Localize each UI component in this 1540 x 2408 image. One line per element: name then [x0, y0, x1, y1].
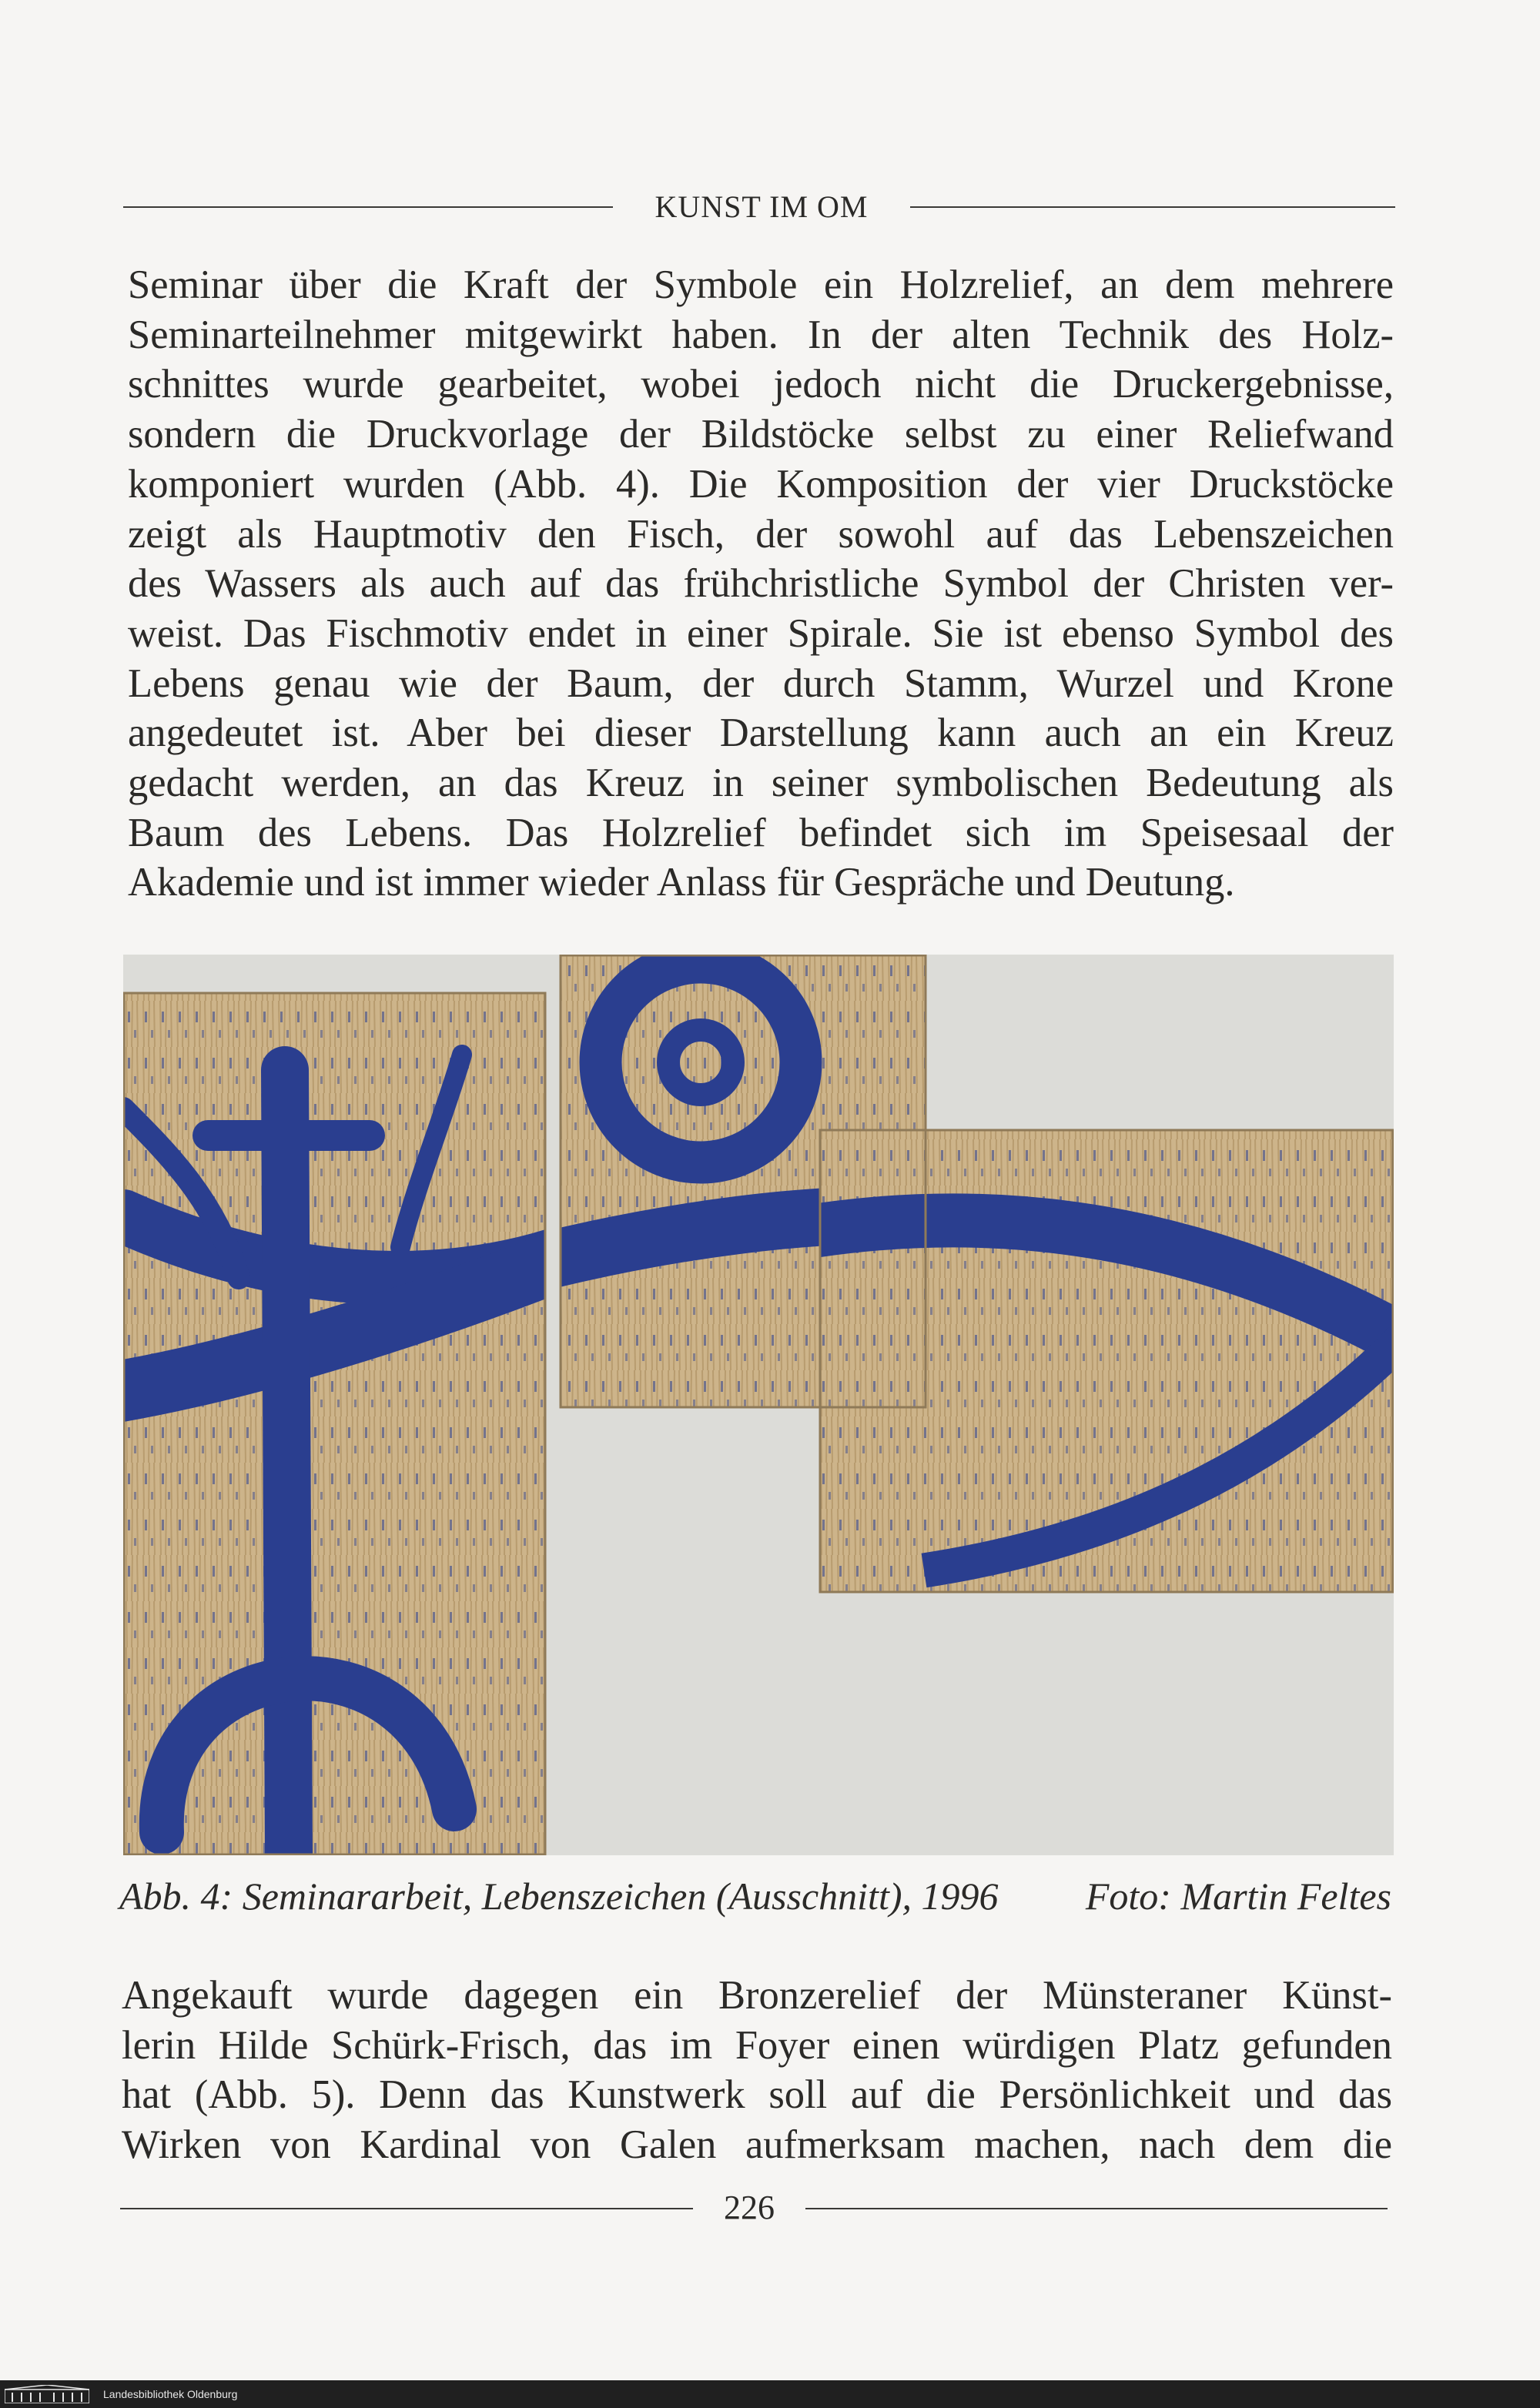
text-line: lerin Hilde Schürk-Frisch, das im Foyer einen würdigen Platz gefunden	[122, 2022, 1392, 2068]
page-number: 226	[724, 2189, 775, 2226]
header-rule-left	[123, 206, 613, 208]
text-line: des Wassers als auch auf das frühchristliche Symbol der Christen ver-	[128, 561, 1394, 607]
running-title: KUNST IM OM	[654, 189, 869, 224]
caption-photo-credit: Foto: Martin Feltes	[1085, 1875, 1391, 1918]
text-line: weist. Das Fischmotiv endet in einer Spirale. Sie ist ebenso Symbol des	[128, 610, 1394, 656]
text-line: sondern die Druckvorlage der Bildstöcke selbst zu einer Reliefwand	[128, 412, 1394, 457]
text-line: Seminarteilnehmer mitgewirkt haben. In der alten Technik des Holz-	[128, 312, 1394, 357]
text-line: Baum des Lebens. Das Holzrelief befindet sich im Speisesaal der	[128, 810, 1394, 855]
text-line: Seminar über die Kraft der Symbole ein Holzrelief, an dem mehrere	[128, 263, 1394, 307]
text-line: komponiert wurden (Abb. 4). Die Komposition der vier Druckstöcke	[128, 461, 1394, 507]
header-rule-right	[910, 206, 1395, 208]
body-paragraph-2	[122, 1971, 1392, 2170]
figure-caption	[119, 1871, 1391, 1925]
text-line: Akademie und ist immer wieder Anlass für Gespräche und Deutung.	[128, 860, 1235, 905]
body-paragraph-1	[128, 260, 1394, 908]
footer-rule-left	[120, 2208, 693, 2209]
text-line: schnittes wurde gearbeitet, wobei jedoch nicht die Druckergebnisse,	[128, 362, 1394, 407]
text-line: Wirken von Kardinal von Galen aufmerksam machen, nach dem die	[122, 2122, 1392, 2168]
library-name: Landesbibliothek Oldenburg	[103, 2388, 238, 2400]
library-watermark-bar	[0, 2380, 1540, 2408]
text-line: gedacht werden, an das Kreuz in seiner symbolischen Bedeutung als	[128, 761, 1394, 806]
text-line: Angekauft wurde dagegen ein Bronzerelief der Münsteraner Künst-	[122, 1973, 1392, 2018]
caption-title: Abb. 4: Seminararbeit, Lebenszeichen (Ausschnitt), 1996	[119, 1875, 999, 1918]
running-header	[123, 189, 1395, 224]
library-building-icon	[5, 2385, 89, 2403]
text-line: angedeutet ist. Aber bei dieser Darstellung kann auch an ein Kreuz	[128, 711, 1394, 756]
text-line: hat (Abb. 5). Denn das Kunstwerk soll auf die Persönlichkeit und das	[122, 2072, 1392, 2118]
footer-rule-right	[805, 2208, 1388, 2209]
woodcut-relief-illustration	[123, 955, 1394, 1855]
page-footer	[120, 2186, 1388, 2229]
figure-woodcut-relief-photo	[123, 955, 1394, 1855]
text-line: Lebens genau wie der Baum, der durch Stamm, Wurzel und Krone	[128, 661, 1394, 706]
text-line: zeigt als Hauptmotiv den Fisch, der sowohl auf das Lebenszeichen	[128, 511, 1394, 557]
